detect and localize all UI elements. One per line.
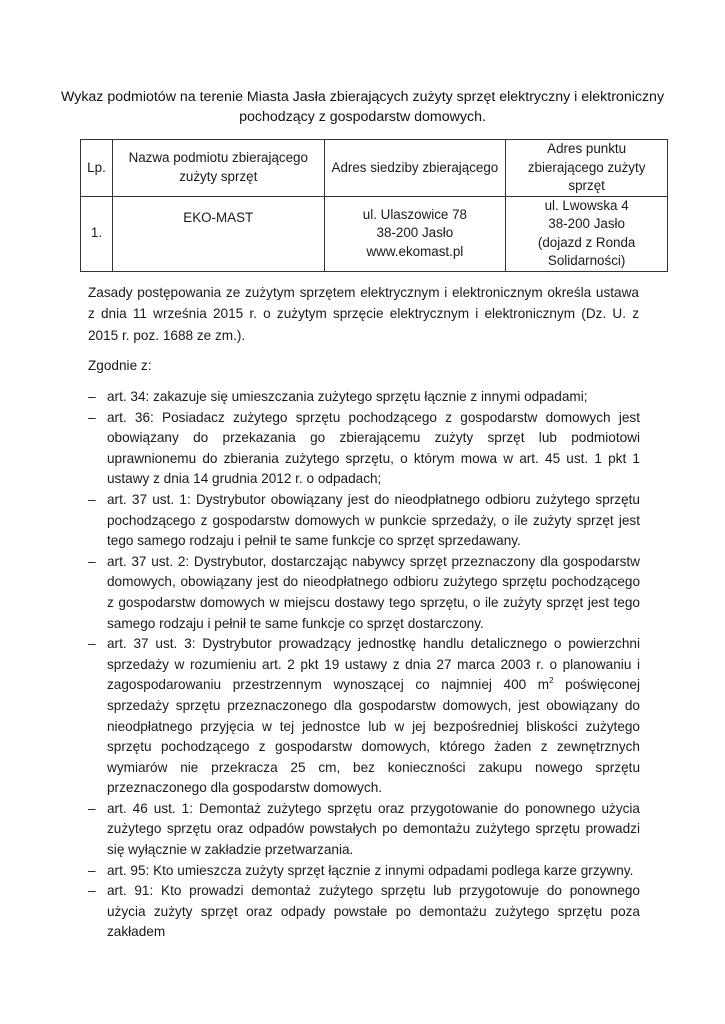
point-street: ul. Lwowska 4 xyxy=(544,197,629,213)
article-text-start: art. 37 ust. 3: Dystrybutor prowadzący jednostkę handlu detalicznego o powierzchni sprzedaży w rozumieniu art. 2 pkt 19 ustawy z dnia 27 marca 2003 r. o planowaniu i zagospodarowaniu przestrzennym wynoszącej co najmniej 400 m xyxy=(107,636,640,693)
intro-paragraph: Zasady postępowania ze zużytym sprzętem elektrycznym i elektronicznym określa ustawa z dnia 11 września 2015 r. o zużytym sprzęcie elektrycznym i elektronicznym (Dz. U. z 2015 r. poz. 1688 ze zm.). xyxy=(88,285,639,343)
article-text: art. 95: Kto umieszcza zużyty sprzęt łącznie z innymi odpadami podlega karze grzywny. xyxy=(107,862,634,878)
collectors-table xyxy=(80,139,668,272)
dash-bullet: – xyxy=(88,883,96,899)
header-name: Nazwa podmiotu zbierającego zużyty sprzęt xyxy=(112,140,324,197)
article-text: art. 46 ust. 1: Demontaż zużytego sprzętu oraz przygotowanie do ponownego użycia zużytego sprzętu oraz odpadów powstałych po demontażu zużytego sprzętu prowadzi się wyłącznie w zakładzie przetwarzania. xyxy=(107,800,640,858)
address-street: ul. Ulaszowice 78 xyxy=(362,206,467,222)
dash-bullet: – xyxy=(88,409,96,425)
article-text: art. 34: zakazuje się umieszczania zużytego sprzętu łącznie z innymi odpadami; xyxy=(107,389,588,404)
dash-bullet: – xyxy=(88,553,96,569)
table-row xyxy=(81,196,668,271)
list-item xyxy=(88,881,640,943)
article-text: art. 37 ust. 1: Dystrybutor obowiązany jest do nieodpłatnego odbioru zużytego sprzętu pochodzącego z gospodarstw domowych w punkcie sprzedaży, o ile zużyty sprzęt jest tego samego rodzaju i pełnił te same funkcje co sprzęt sprzedawany. xyxy=(107,491,640,549)
dash-bullet: – xyxy=(88,800,96,816)
articles-list xyxy=(88,387,640,943)
dash-bullet: – xyxy=(88,491,96,507)
point-directions-2: Solidarności) xyxy=(547,253,626,268)
cell-collection-point xyxy=(506,196,668,271)
superscript: 2 xyxy=(549,676,554,686)
cell-lp: 1. xyxy=(81,196,113,271)
title-line-2: pochodzący z gospodarstw domowych. xyxy=(239,109,486,125)
cell-name: EKO-MAST xyxy=(112,196,324,271)
header-collection-point: Adres punktu zbierającego zużyty sprzęt xyxy=(506,140,668,197)
table-header-row xyxy=(81,140,668,197)
dash-bullet: – xyxy=(88,636,96,652)
header-lp: Lp. xyxy=(81,140,113,197)
list-item xyxy=(88,408,640,490)
point-directions-1: (dojazd z Ronda xyxy=(537,234,636,250)
article-text: art. 36: Posiadacz zużytego sprzętu pochodzącego z gospodarstw domowych jest obowiązany do przekazania go zbierającemu zużyty sprzęt lub podmiotowi uprawnionemu do zbierania zużytego sprzętu, o którym mowa w art. 45 ust. 1 pkt 1 ustawy z dnia 14 grudnia 2012 r. o odpadach; xyxy=(107,409,640,487)
cell-address xyxy=(324,196,506,271)
article-text: art. 91: Kto prowadzi demontaż zużytego sprzętu lub przygotowuje do ponownego użycia zużyty sprzęt oraz odpady powstałe po demontażu zużytego sprzętu poza zakładem xyxy=(107,883,640,940)
document-title xyxy=(40,87,685,127)
dash-bullet: – xyxy=(88,389,96,404)
list-item xyxy=(88,861,640,882)
list-item xyxy=(88,634,640,799)
article-text: art. 37 ust. 2: Dystrybutor, dostarczając nabywcy sprzęt przeznaczony dla gospodarstw domowych, obowiązany jest do nieodpłatnego odbioru zużytego sprzętu pochodzącego z gospodarstw domowych w miejscu dostawy tego sprzętu, o ile zużyty sprzęt jest tego samego rodzaju i pełnił te same funkcje co sprzęt dostarczony. xyxy=(107,553,640,631)
address-website: www.ekomast.pl xyxy=(366,243,464,259)
list-item xyxy=(88,799,640,861)
list-item xyxy=(88,387,640,408)
intro-lead: Zgodnie z: xyxy=(88,358,152,373)
dash-bullet: – xyxy=(88,862,96,878)
title-line-1: Wykaz podmiotów na terenie Miasta Jasła zbierających zużyty sprzęt elektryczny i elektroniczny xyxy=(60,89,665,105)
address-city: 38-200 Jasło xyxy=(376,225,454,241)
point-city: 38-200 Jasło xyxy=(548,216,625,231)
list-item xyxy=(88,552,640,634)
header-address: Adres siedziby zbierającego xyxy=(324,140,506,197)
article-text-end: poświęconej sprzedaży sprzętu przeznaczonego dla gospodarstw domowych, jest obowiązany do nieodpłatnego przyjęcia w tej jednostce lub w jej bezpośredniej bliskości zużytego sprzętu pochodzącego z gospodarstw domowych, którego żaden z zewnętrznych wymiarów nie przekracza 25 cm, bez konieczności zakupu nowego sprzętu przeznaczonego dla gospodarstw domowych. xyxy=(107,677,640,796)
list-item xyxy=(88,490,640,552)
